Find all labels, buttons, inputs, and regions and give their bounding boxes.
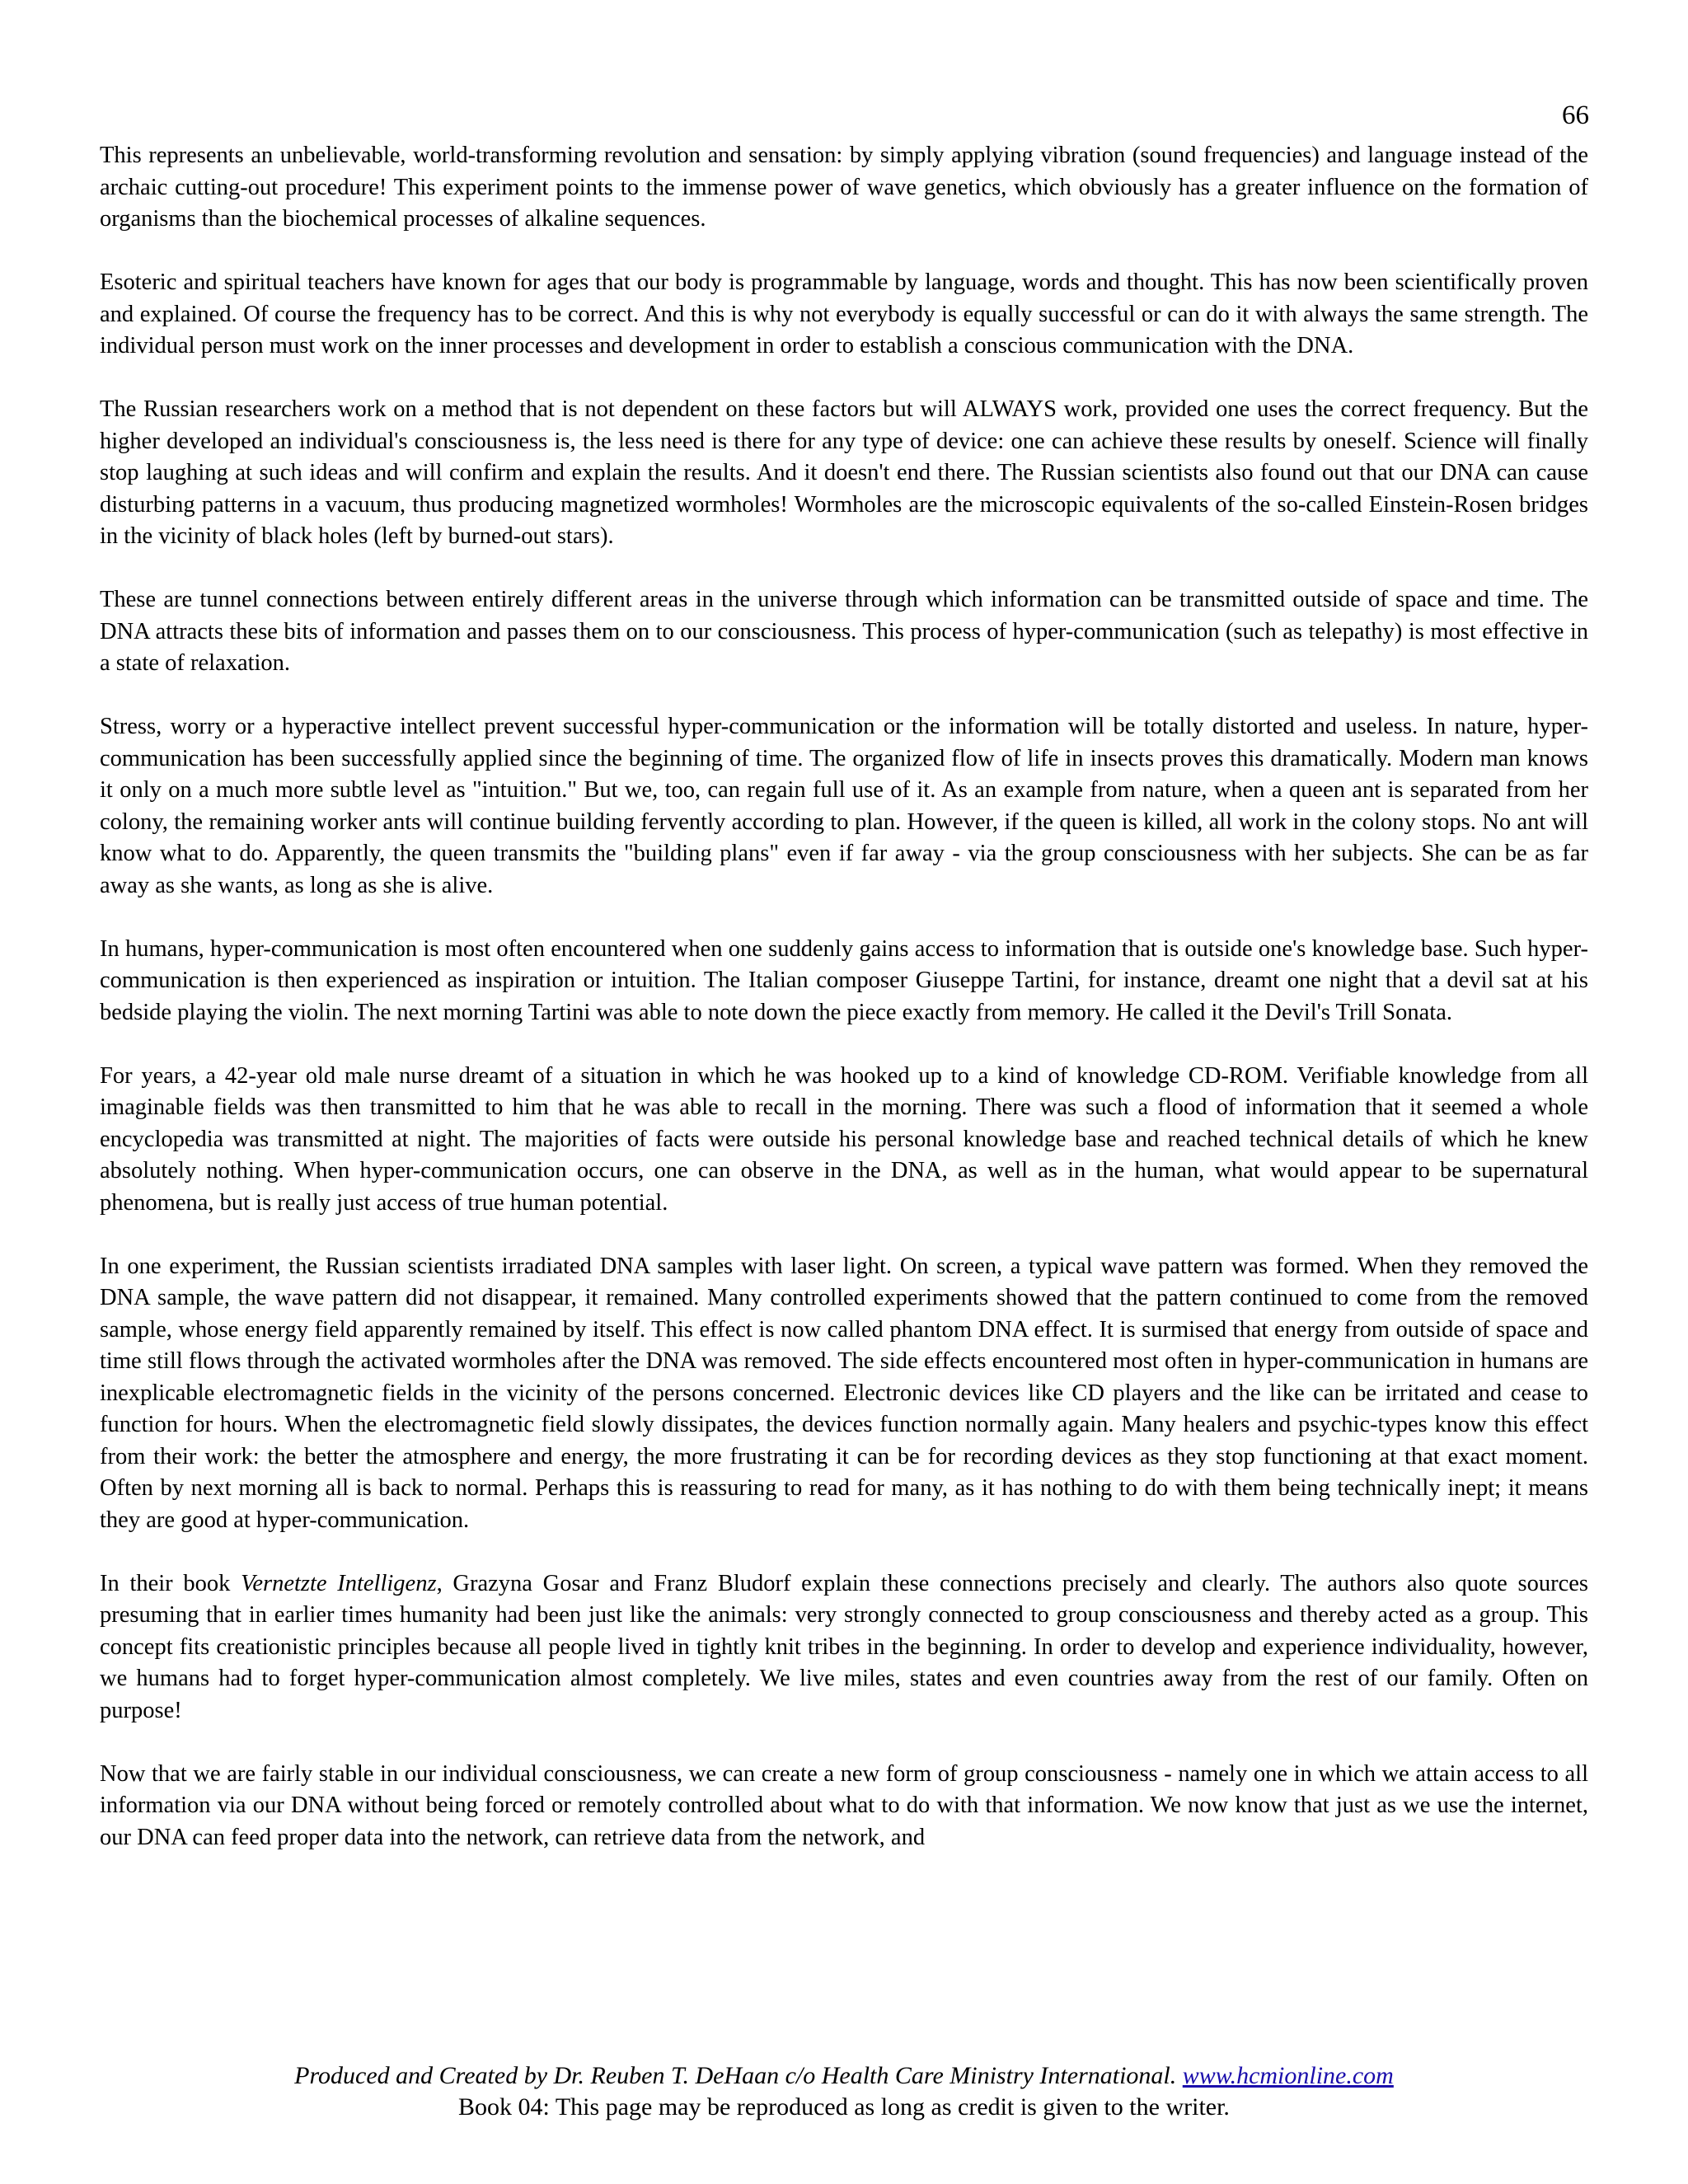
paragraph: Esoteric and spiritual teachers have known for ages that our body is programmable by language, words and thought. This has now been scientifically proven and explained. Of course the frequency has to be correct. And this is why not everybody is equally successful or can do it with always the same strength. The individual person must work on the inner processes and development in order to establish a conscious communication with the DNA. (100, 269, 1588, 359)
paragraph: These are tunnel connections between entirely different areas in the universe through which information can be transmitted outside of space and time. The DNA attracts these bits of information and passes them on to our consciousness. This process of hyper-communication (such as telepathy) is most effective in a state of relaxation. (100, 587, 1588, 676)
body-text (100, 140, 1588, 1854)
paragraph: The Russian researchers work on a method that is not dependent on these factors but will ALWAYS work, provided one uses the correct frequency. But the higher developed an individual's consciousness is, the less need is there for any type of device: one can achieve these results by oneself. Science will finally stop laughing at such ideas and will confirm and explain the results. And it doesn't end there. The Russian scientists also found out that our DNA can cause disturbing patterns in a vacuum, thus producing magnetized wormholes! Wormholes are the microscopic equivalents of the so-called Einstein-Rosen bridges in the vicinity of black holes (left by burned-out stars). (100, 396, 1588, 549)
paragraph: Stress, worry or a hyperactive intellect prevent successful hyper-communication or the information will be totally distorted and useless. In nature, hyper-communication has been successfully applied since the beginning of time. The organized flow of life in insects proves this dramatically. Modern man knows it only on a much more subtle level as "intuition." But we, too, can regain full use of it. As an example from nature, when a queen ant is separated from her colony, the remaining worker ants will continue building fervently according to plan. However, if the queen is killed, all work in the colony stops. No ant will know what to do. Apparently, the queen transmits the "building plans" even if far away - via the group consciousness with her subjects. She can be as far away as she wants, as long as she is alive. (100, 714, 1588, 898)
footer-notice: Book 04: This page may be reproduced as long as credit is given to the writer. (458, 2093, 1230, 2121)
footer-credit-line (0, 2060, 1688, 2092)
paragraph-lead: In their book (100, 1570, 241, 1596)
book-title: Vernetzte Intelligenz (241, 1570, 437, 1596)
paragraph-book-reference (100, 1568, 1588, 1727)
page-number: 66 (1562, 101, 1589, 130)
paragraph: This represents an unbelievable, world-transforming revolution and sensation: by simply applying vibration (sound frequencies) and language instead of the archaic cutting-out procedure! This experiment points to the immense power of wave genetics, which obviously has a greater influence on the formation of organisms than the biochemical processes of alkaline sequences. (100, 143, 1588, 232)
paragraph: In one experiment, the Russian scientists irradiated DNA samples with laser light. On screen, a typical wave pattern was formed. When they removed the DNA sample, the wave pattern did not disappear, it remained. Many controlled experiments showed that the pattern continued to come from the removed sample, whose energy field apparently remained by itself. This effect is now called phantom DNA effect. It is surmised that energy from outside of space and time still flows through the activated wormholes after the DNA was removed. The side effects encountered most often in hyper-communication in humans are inexplicable electromagnetic fields in the vicinity of the persons concerned. Electronic devices like CD players and the like can be irritated and cease to function for hours. When the electromagnetic field slowly dissipates, the devices function normally again. Many healers and psychic-types know this effect from their work: the better the atmosphere and energy, the more frustrating it can be for recording devices as they stop functioning at that exact moment. Often by next morning all is back to normal. Perhaps this is reassuring to read for many, as it has nothing to do with them being technically inept; it means they are good at hyper-communication. (100, 1253, 1588, 1533)
paragraph: For years, a 42-year old male nurse dreamt of a situation in which he was hooked up to a kind of knowledge CD-ROM. Verifiable knowledge from all imaginable fields was then transmitted to him that he was able to recall in the morning. There was such a flood of information that it seemed a whole encyclopedia was transmitted at night. The majorities of facts were outside his personal knowledge base and reached technical details of which he knew absolutely nothing. When hyper-communication occurs, one can observe in the DNA, as well as in the human, what would appear to be supernatural phenomena, but is really just access of true human potential. (100, 1062, 1588, 1216)
paragraph-rest: , Grazyna Gosar and Franz Bludorf explain these connections precisely and clearly. The authors also quote sources presuming that in earlier times humanity had been just like the animals: very strongly connected to group consciousness and thereby acted as a group. This concept fits creationistic principles because all people lived in tightly knit tribes in the beginning. In order to develop and experience individuality, however, we humans had to forget hyper-communication almost completely. We live miles, states and even countries away from the rest of our family. Often on purpose! (100, 1570, 1588, 1723)
footer (0, 2060, 1688, 2123)
paragraph: Now that we are fairly stable in our individual consciousness, we can create a new form of group consciousness - namely one in which we attain access to all information via our DNA without being forced or remotely controlled about what to do with that information. We now know that just as we use the internet, our DNA can feed proper data into the network, can retrieve data from the network, and (100, 1760, 1588, 1850)
footer-credit: Produced and Created by Dr. Reuben T. DeHaan c/o Health Care Ministry International. (294, 2062, 1177, 2089)
website-link[interactable]: www.hcmionline.com (1182, 2062, 1394, 2089)
paragraph: In humans, hyper-communication is most often encountered when one suddenly gains access to information that is outside one's knowledge base. Such hyper-communication is then experienced as inspiration or intuition. The Italian composer Giuseppe Tartini, for instance, dreamt one night that a devil sat at his bedside playing the violin. The next morning Tartini was able to note down the piece exactly from memory. He called it the Devil's Trill Sonata. (100, 935, 1588, 1025)
